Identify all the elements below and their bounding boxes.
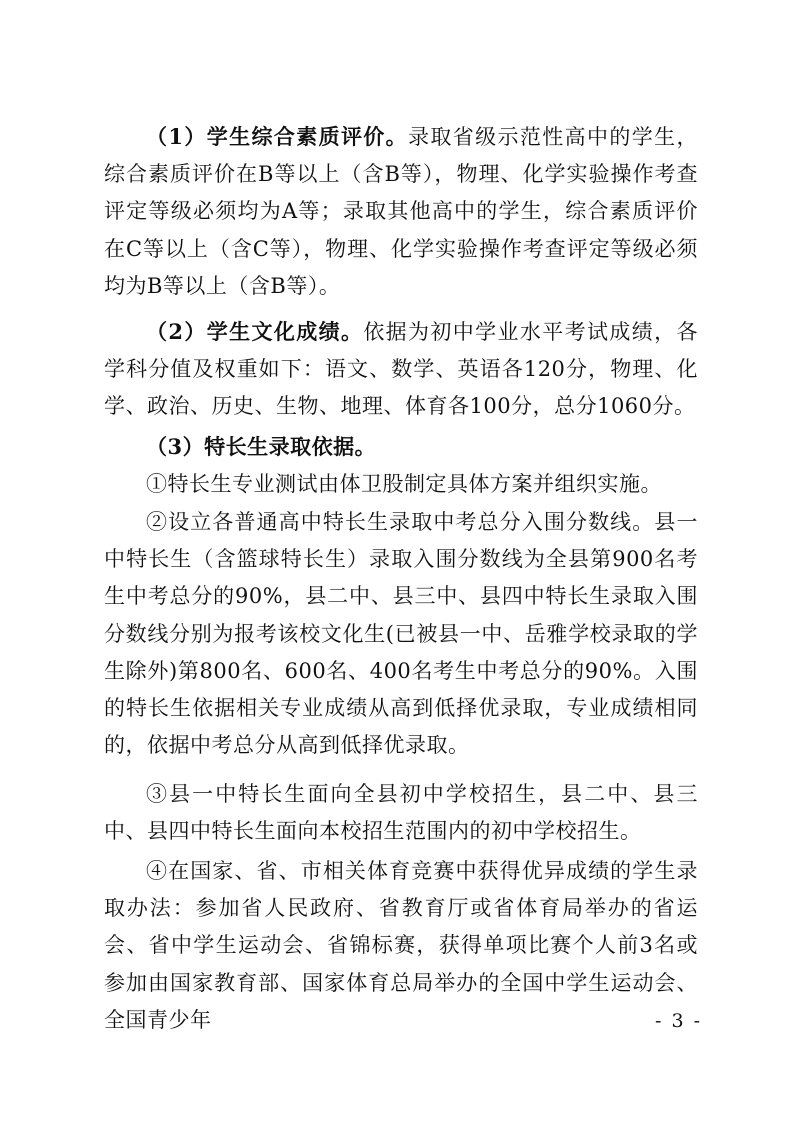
paragraph-heading: （3）特长生录取依据。 xyxy=(146,434,377,459)
paragraph-student-academic-scores xyxy=(104,313,698,426)
paragraph-student-comprehensive-evaluation xyxy=(104,118,698,305)
paragraph-item-4: ④在国家、省、市相关体育竞赛中获得优异成绩的学生录取办法：参加省人民政府、省教育厅或省体育局举办的省运会、省中学生运动会、省锦标赛，获得单项比赛个人前3名或参加由国家教育部、国家体育总局举办的全国中学生运动会、全国青少年 xyxy=(104,859,698,1032)
paragraph-body: 依据为初中学业水平考试成绩，各学科分值及权重如下：语文、数学、英语各120分，物理、化学、政治、历史、生物、地理、体育各100分，总分1060分。 xyxy=(104,320,698,419)
paragraph-body: 录取省级示范性高中的学生，综合素质评价在B等以上（含B等），物理、化学实验操作考查评定等级必须均为A等；录取其他高中的学生，综合素质评价在C等以上（含C等），物理、化学实验操作考查评定等级必须均为B等以上（含B等）。 xyxy=(104,125,698,298)
paragraph-specialty-student-basis xyxy=(104,428,698,466)
page-number: - 3 - xyxy=(654,1010,702,1032)
paragraph-heading: （2）学生文化成绩。 xyxy=(146,319,364,344)
paragraph-item-2: ②设立各普通高中特长生录取中考总分入围分数线。县一中特长生（含篮球特长生）录取入围分数线为全县第900名考生中考总分的90%，县二中、县三中、县四中特长生录取入围分数线分别为报考该校文化生(已被县一中、岳雅学校录取的学生除外)第800名、600名、400名考生中考总分的90%。入围的特长生依据相关专业成绩从高到低择优录取，专业成绩相同的，依据中考总分从高到低择优录取。 xyxy=(104,510,698,758)
paragraph-item-3: ③县一中特长生面向全县初中学校招生，县二中、县三中、县四中特长生面向本校招生范围内的初中学校招生。 xyxy=(104,782,698,844)
paragraph-item-1: ①特长生专业测试由体卫股制定具体方案并组织实施。 xyxy=(146,472,662,496)
paragraph-heading: （1）学生综合素质评价。 xyxy=(146,124,409,149)
